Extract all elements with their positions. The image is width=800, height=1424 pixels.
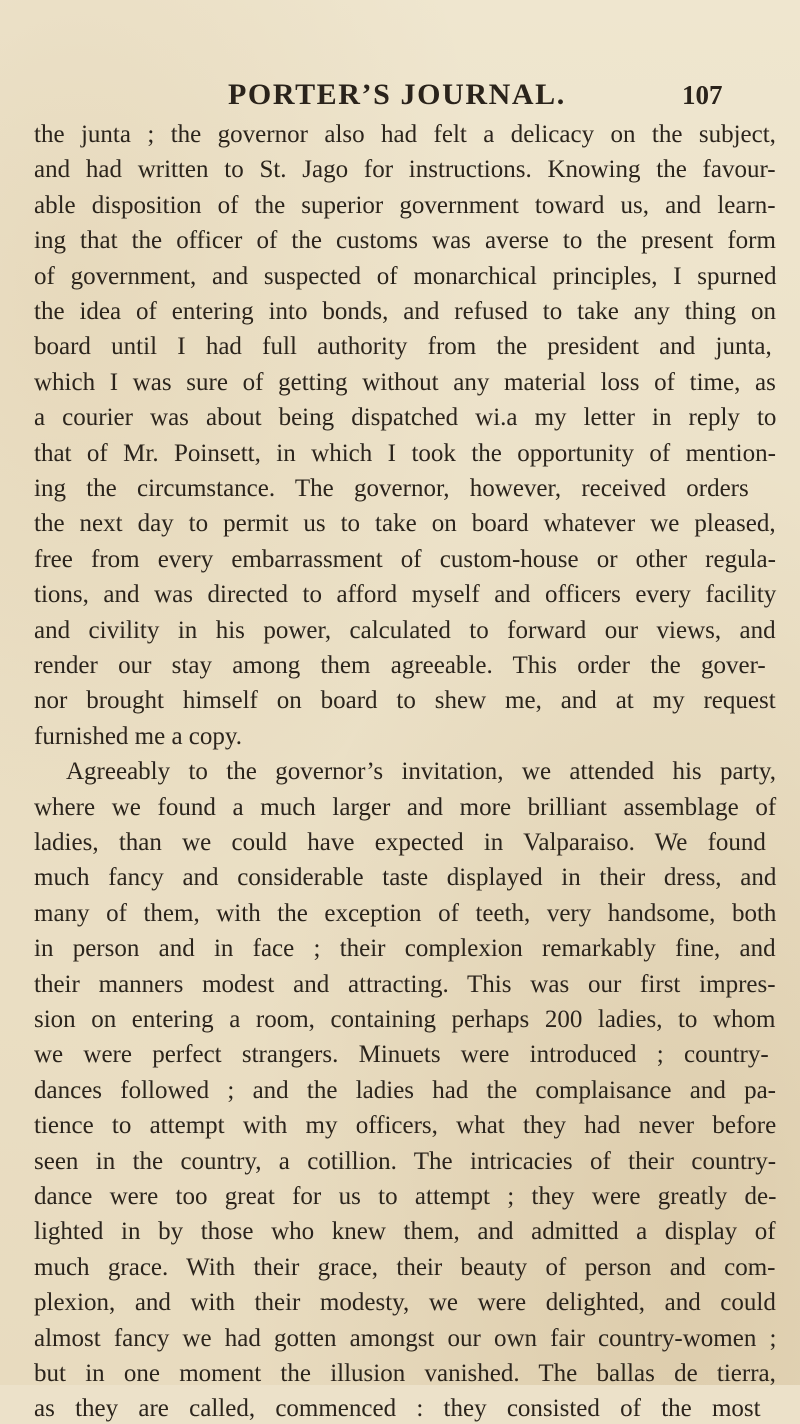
- text-line: but in one moment the illusion vanished. The ballas de tierra,: [34, 1360, 776, 1387]
- text-line: of government, and suspected of monarchical principles, I spurned: [34, 262, 777, 290]
- text-line: tience to attempt with my officers, what they had never before: [34, 1112, 777, 1140]
- text-line: furnished me a copy.: [34, 722, 243, 750]
- text-line: ing that the officer of the customs was averse to the present form: [34, 227, 776, 255]
- text-line: seen in the country, a cotillion. The intricacies of their country-: [34, 1147, 777, 1175]
- text-line: the idea of entering into bonds, and refused to take any thing on: [34, 298, 777, 325]
- text-line: in person and in face ; their complexion remarkably fine, and: [34, 935, 776, 963]
- text-line: much grace. With their grace, their beauty of person and com-: [34, 1253, 776, 1281]
- text-line: a courier was about being dispatched wi.a my letter in reply to: [34, 404, 777, 432]
- text-line: board until I had full authority from the president and junta,: [34, 333, 772, 361]
- running-head: PORTER’S JOURNAL.: [228, 78, 566, 111]
- text-line: ladies, than we could have expected in Valparaiso. We found: [34, 829, 766, 856]
- text-line: Agreeably to the governor’s invitation, we attended his party,: [66, 758, 777, 786]
- text-line: the junta ; the governor also had felt a delicacy on the subject,: [34, 121, 776, 148]
- text-line: and civility in his power, calculated to forward our views, and: [34, 616, 776, 644]
- text-line: almost fancy we had gotten amongst our own fair country-women ;: [34, 1324, 777, 1352]
- text-line: where we found a much larger and more brilliant assemblage of: [34, 793, 777, 821]
- page-number: 107: [682, 80, 723, 110]
- text-line: nor brought himself on board to shew me, and at my request: [34, 687, 776, 715]
- text-line: able disposition of the superior government toward us, and learn-: [34, 191, 776, 219]
- text-line: as they are called, commenced : they consisted of the most: [34, 1395, 761, 1423]
- text-line: and had written to St. Jago for instructions. Knowing the favour-: [34, 156, 776, 184]
- text-line: sion on entering a room, containing perhaps 200 ladies, to whom: [34, 1006, 776, 1033]
- text-line: their manners modest and attracting. This was our first impres-: [34, 970, 776, 998]
- text-line: free from every embarrassment of custom-house or other regula-: [34, 545, 776, 573]
- text-line: render our stay among them agreeable. This order the gover-: [34, 652, 766, 679]
- text-line: much fancy and considerable taste displayed in their dress, and: [34, 864, 777, 892]
- text-line: tions, and was directed to afford myself and officers every facility: [34, 581, 777, 609]
- text-line: dances followed ; and the ladies had the complaisance and pa-: [34, 1076, 776, 1104]
- text-line: that of Mr. Poinsett, in which I took the opportunity of mention-: [34, 439, 776, 467]
- text-line: lighted in by those who knew them, and admitted a display of: [34, 1218, 776, 1246]
- text-line: dance were too great for us to attempt ; they were greatly de-: [34, 1183, 777, 1210]
- text-line: the next day to permit us to take on board whatever we pleased,: [34, 510, 776, 538]
- page-header: [0, 78, 800, 118]
- text-line: ing the circumstance. The governor, however, received orders: [34, 475, 749, 502]
- text-line: plexion, and with their modesty, we were delighted, and could: [34, 1289, 776, 1317]
- text-line: we were perfect strangers. Minuets were introduced ; country-: [34, 1041, 769, 1069]
- text-line: many of them, with the exception of teeth, very handsome, both: [34, 899, 777, 927]
- text-line: which I was sure of getting without any material loss of time, as: [34, 368, 776, 396]
